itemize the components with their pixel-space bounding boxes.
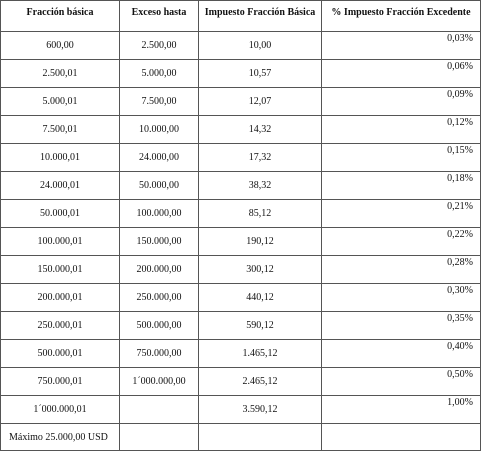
fraccion-basica-cell: 5.000,01 bbox=[1, 88, 120, 116]
impuesto-basico-cell: 10,57 bbox=[199, 60, 322, 88]
porcentaje-excedente-cell: 0,18% bbox=[322, 172, 481, 200]
fraccion-basica-cell: 10.000,01 bbox=[1, 144, 120, 172]
table-row bbox=[1, 340, 481, 368]
footer-empty-cell bbox=[199, 424, 322, 451]
fraccion-basica-cell: 100.000,01 bbox=[1, 228, 120, 256]
table-row bbox=[1, 228, 481, 256]
impuesto-basico-cell: 3.590,12 bbox=[199, 396, 322, 424]
table-row bbox=[1, 396, 481, 424]
porcentaje-excedente-cell: 1,00% bbox=[322, 396, 481, 424]
impuesto-basico-cell: 590,12 bbox=[199, 312, 322, 340]
porcentaje-excedente-cell: 0,03% bbox=[322, 32, 481, 60]
table-row bbox=[1, 200, 481, 228]
porcentaje-excedente-cell: 0,40% bbox=[322, 340, 481, 368]
fraccion-basica-cell: 50.000,01 bbox=[1, 200, 120, 228]
maximum-note: Máximo 25.000,00 USD bbox=[1, 424, 120, 451]
header-cell-impuesto-fraccion-basica: Impuesto Fracción Básica bbox=[199, 1, 322, 32]
porcentaje-excedente-cell: 0,22% bbox=[322, 228, 481, 256]
porcentaje-excedente-cell: 0,35% bbox=[322, 312, 481, 340]
footer-empty-cell bbox=[322, 424, 481, 451]
exceso-hasta-cell: 1´000.000,00 bbox=[120, 368, 199, 396]
fraccion-basica-cell: 7.500,01 bbox=[1, 116, 120, 144]
footer-row bbox=[1, 424, 481, 451]
impuesto-basico-cell: 12,07 bbox=[199, 88, 322, 116]
table-row bbox=[1, 144, 481, 172]
impuesto-basico-cell: 440,12 bbox=[199, 284, 322, 312]
impuesto-basico-cell: 1.465,12 bbox=[199, 340, 322, 368]
impuesto-basico-cell: 14,32 bbox=[199, 116, 322, 144]
table-row bbox=[1, 368, 481, 396]
header-cell-exceso-hasta: Exceso hasta bbox=[120, 1, 199, 32]
porcentaje-excedente-cell: 0,30% bbox=[322, 284, 481, 312]
fraccion-basica-cell: 1´000.000,01 bbox=[1, 396, 120, 424]
impuesto-basico-cell: 38,32 bbox=[199, 172, 322, 200]
table-row bbox=[1, 116, 481, 144]
exceso-hasta-cell bbox=[120, 396, 199, 424]
porcentaje-excedente-cell: 0,09% bbox=[322, 88, 481, 116]
table-row bbox=[1, 312, 481, 340]
exceso-hasta-cell: 500.000,00 bbox=[120, 312, 199, 340]
exceso-hasta-cell: 24.000,00 bbox=[120, 144, 199, 172]
impuesto-basico-cell: 190,12 bbox=[199, 228, 322, 256]
exceso-hasta-cell: 250.000,00 bbox=[120, 284, 199, 312]
exceso-hasta-cell: 150.000,00 bbox=[120, 228, 199, 256]
exceso-hasta-cell: 50.000,00 bbox=[120, 172, 199, 200]
fraccion-basica-cell: 200.000,01 bbox=[1, 284, 120, 312]
table-row bbox=[1, 256, 481, 284]
porcentaje-excedente-cell: 0,15% bbox=[322, 144, 481, 172]
header-cell-fraccion-basica: Fracción básica bbox=[1, 1, 120, 32]
table-row bbox=[1, 60, 481, 88]
exceso-hasta-cell: 200.000,00 bbox=[120, 256, 199, 284]
impuesto-basico-cell: 17,32 bbox=[199, 144, 322, 172]
exceso-hasta-cell: 7.500,00 bbox=[120, 88, 199, 116]
header-cell-impuesto-excedente: % Impuesto Fracción Excedente bbox=[322, 1, 481, 32]
porcentaje-excedente-cell: 0,50% bbox=[322, 368, 481, 396]
table-row bbox=[1, 32, 481, 60]
fraccion-basica-cell: 150.000,01 bbox=[1, 256, 120, 284]
table-row bbox=[1, 88, 481, 116]
fraccion-basica-cell: 250.000,01 bbox=[1, 312, 120, 340]
table-body bbox=[1, 32, 481, 424]
impuesto-basico-cell: 10,00 bbox=[199, 32, 322, 60]
porcentaje-excedente-cell: 0,12% bbox=[322, 116, 481, 144]
impuesto-basico-cell: 300,12 bbox=[199, 256, 322, 284]
exceso-hasta-cell: 100.000,00 bbox=[120, 200, 199, 228]
exceso-hasta-cell: 750.000,00 bbox=[120, 340, 199, 368]
header-row bbox=[1, 1, 481, 32]
exceso-hasta-cell: 2.500,00 bbox=[120, 32, 199, 60]
fraccion-basica-cell: 500.000,01 bbox=[1, 340, 120, 368]
footer-empty-cell bbox=[120, 424, 199, 451]
porcentaje-excedente-cell: 0,28% bbox=[322, 256, 481, 284]
fraccion-basica-cell: 2.500,01 bbox=[1, 60, 120, 88]
exceso-hasta-cell: 5.000,00 bbox=[120, 60, 199, 88]
fraccion-basica-cell: 600,00 bbox=[1, 32, 120, 60]
porcentaje-excedente-cell: 0,06% bbox=[322, 60, 481, 88]
impuesto-basico-cell: 2.465,12 bbox=[199, 368, 322, 396]
porcentaje-excedente-cell: 0,21% bbox=[322, 200, 481, 228]
fraccion-basica-cell: 24.000,01 bbox=[1, 172, 120, 200]
table-row bbox=[1, 172, 481, 200]
table-row bbox=[1, 284, 481, 312]
fraccion-basica-cell: 750.000,01 bbox=[1, 368, 120, 396]
impuesto-basico-cell: 85,12 bbox=[199, 200, 322, 228]
exceso-hasta-cell: 10.000,00 bbox=[120, 116, 199, 144]
